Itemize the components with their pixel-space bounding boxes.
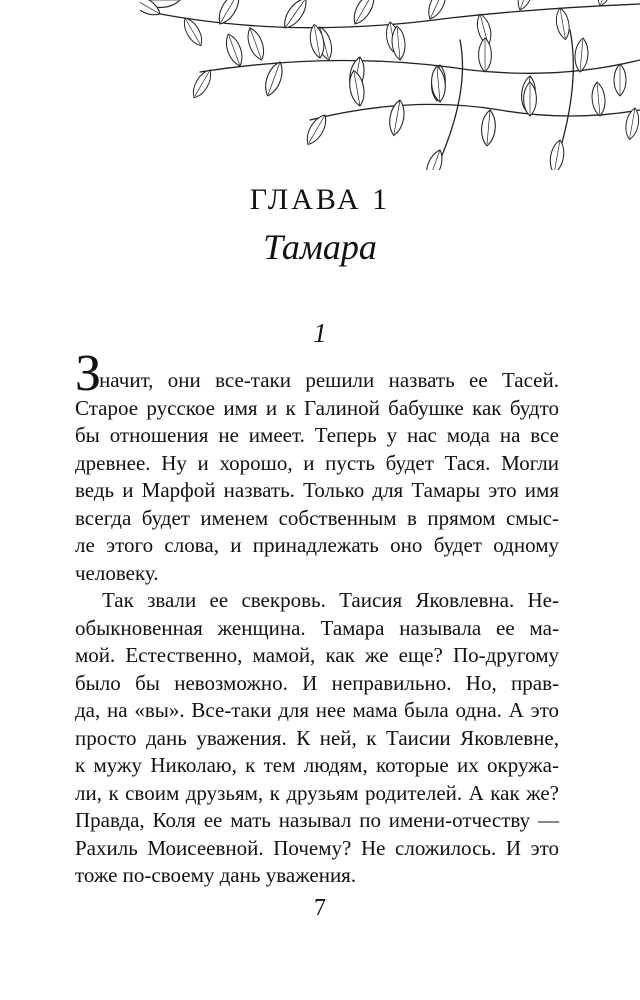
text-line: обыкновенная женщина. Тамара называла ее ма- <box>75 615 559 640</box>
section-number: 1 <box>313 318 327 348</box>
leaf-branches-illustration <box>140 0 640 170</box>
paragraph-1 <box>75 345 559 587</box>
text-line: было бы невозможно. И неправильно. Но, прав- <box>75 670 559 695</box>
text-line: да, на «вы». Все-таки для нее мама была одна. А это <box>75 698 559 722</box>
text-line: тоже по-своему дань уважения. <box>75 863 357 887</box>
drop-cap: З <box>75 345 102 402</box>
text-line: ли, к своим друзьям, к друзьям родителей. А как же? <box>75 780 559 805</box>
page-number: 7 <box>314 895 326 921</box>
body-text <box>75 345 559 890</box>
text-line: Так звали ее свекровь. Таисия Яковлевна. Не- <box>102 588 559 612</box>
text-line: ведь и Марфой назвать. Только для Тамары это имя <box>75 478 559 502</box>
text-line: просто дань уважения. К ней, к Таисии Яковлевне, <box>75 725 559 750</box>
text-line: древнее. Ну и хорошо, и пусть будет Тася. Могли <box>75 450 559 475</box>
text-line: всегда будет именем собственным в прямом смыс- <box>75 505 559 530</box>
chapter-title: Тамара <box>263 227 377 267</box>
paragraph-2 <box>75 587 559 890</box>
text-line: бы отношения не имеет. Теперь у нас мода на все <box>75 423 559 447</box>
text-line: мой. Естественно, мамой, как же еще? По-другому <box>75 643 559 667</box>
text-line: Старое русское имя и к Галиной бабушке как будто <box>75 395 559 420</box>
text-line: ле этого слова, и принадлежать оно будет одному <box>75 533 559 557</box>
text-line: к мужу Николаю, к тем людям, которые их окружа- <box>75 753 559 777</box>
chapter-label: ГЛАВА 1 <box>249 183 391 216</box>
text-line: Рахиль Моисеевной. Почему? Не сложилось. И это <box>75 835 559 860</box>
text-line: человеку. <box>75 560 159 585</box>
text-line: Значит, они все-таки решили назвать ее Тасей. <box>75 345 559 402</box>
text-line: Правда, Коля ее мать называл по имени-отчеству — <box>75 808 559 832</box>
